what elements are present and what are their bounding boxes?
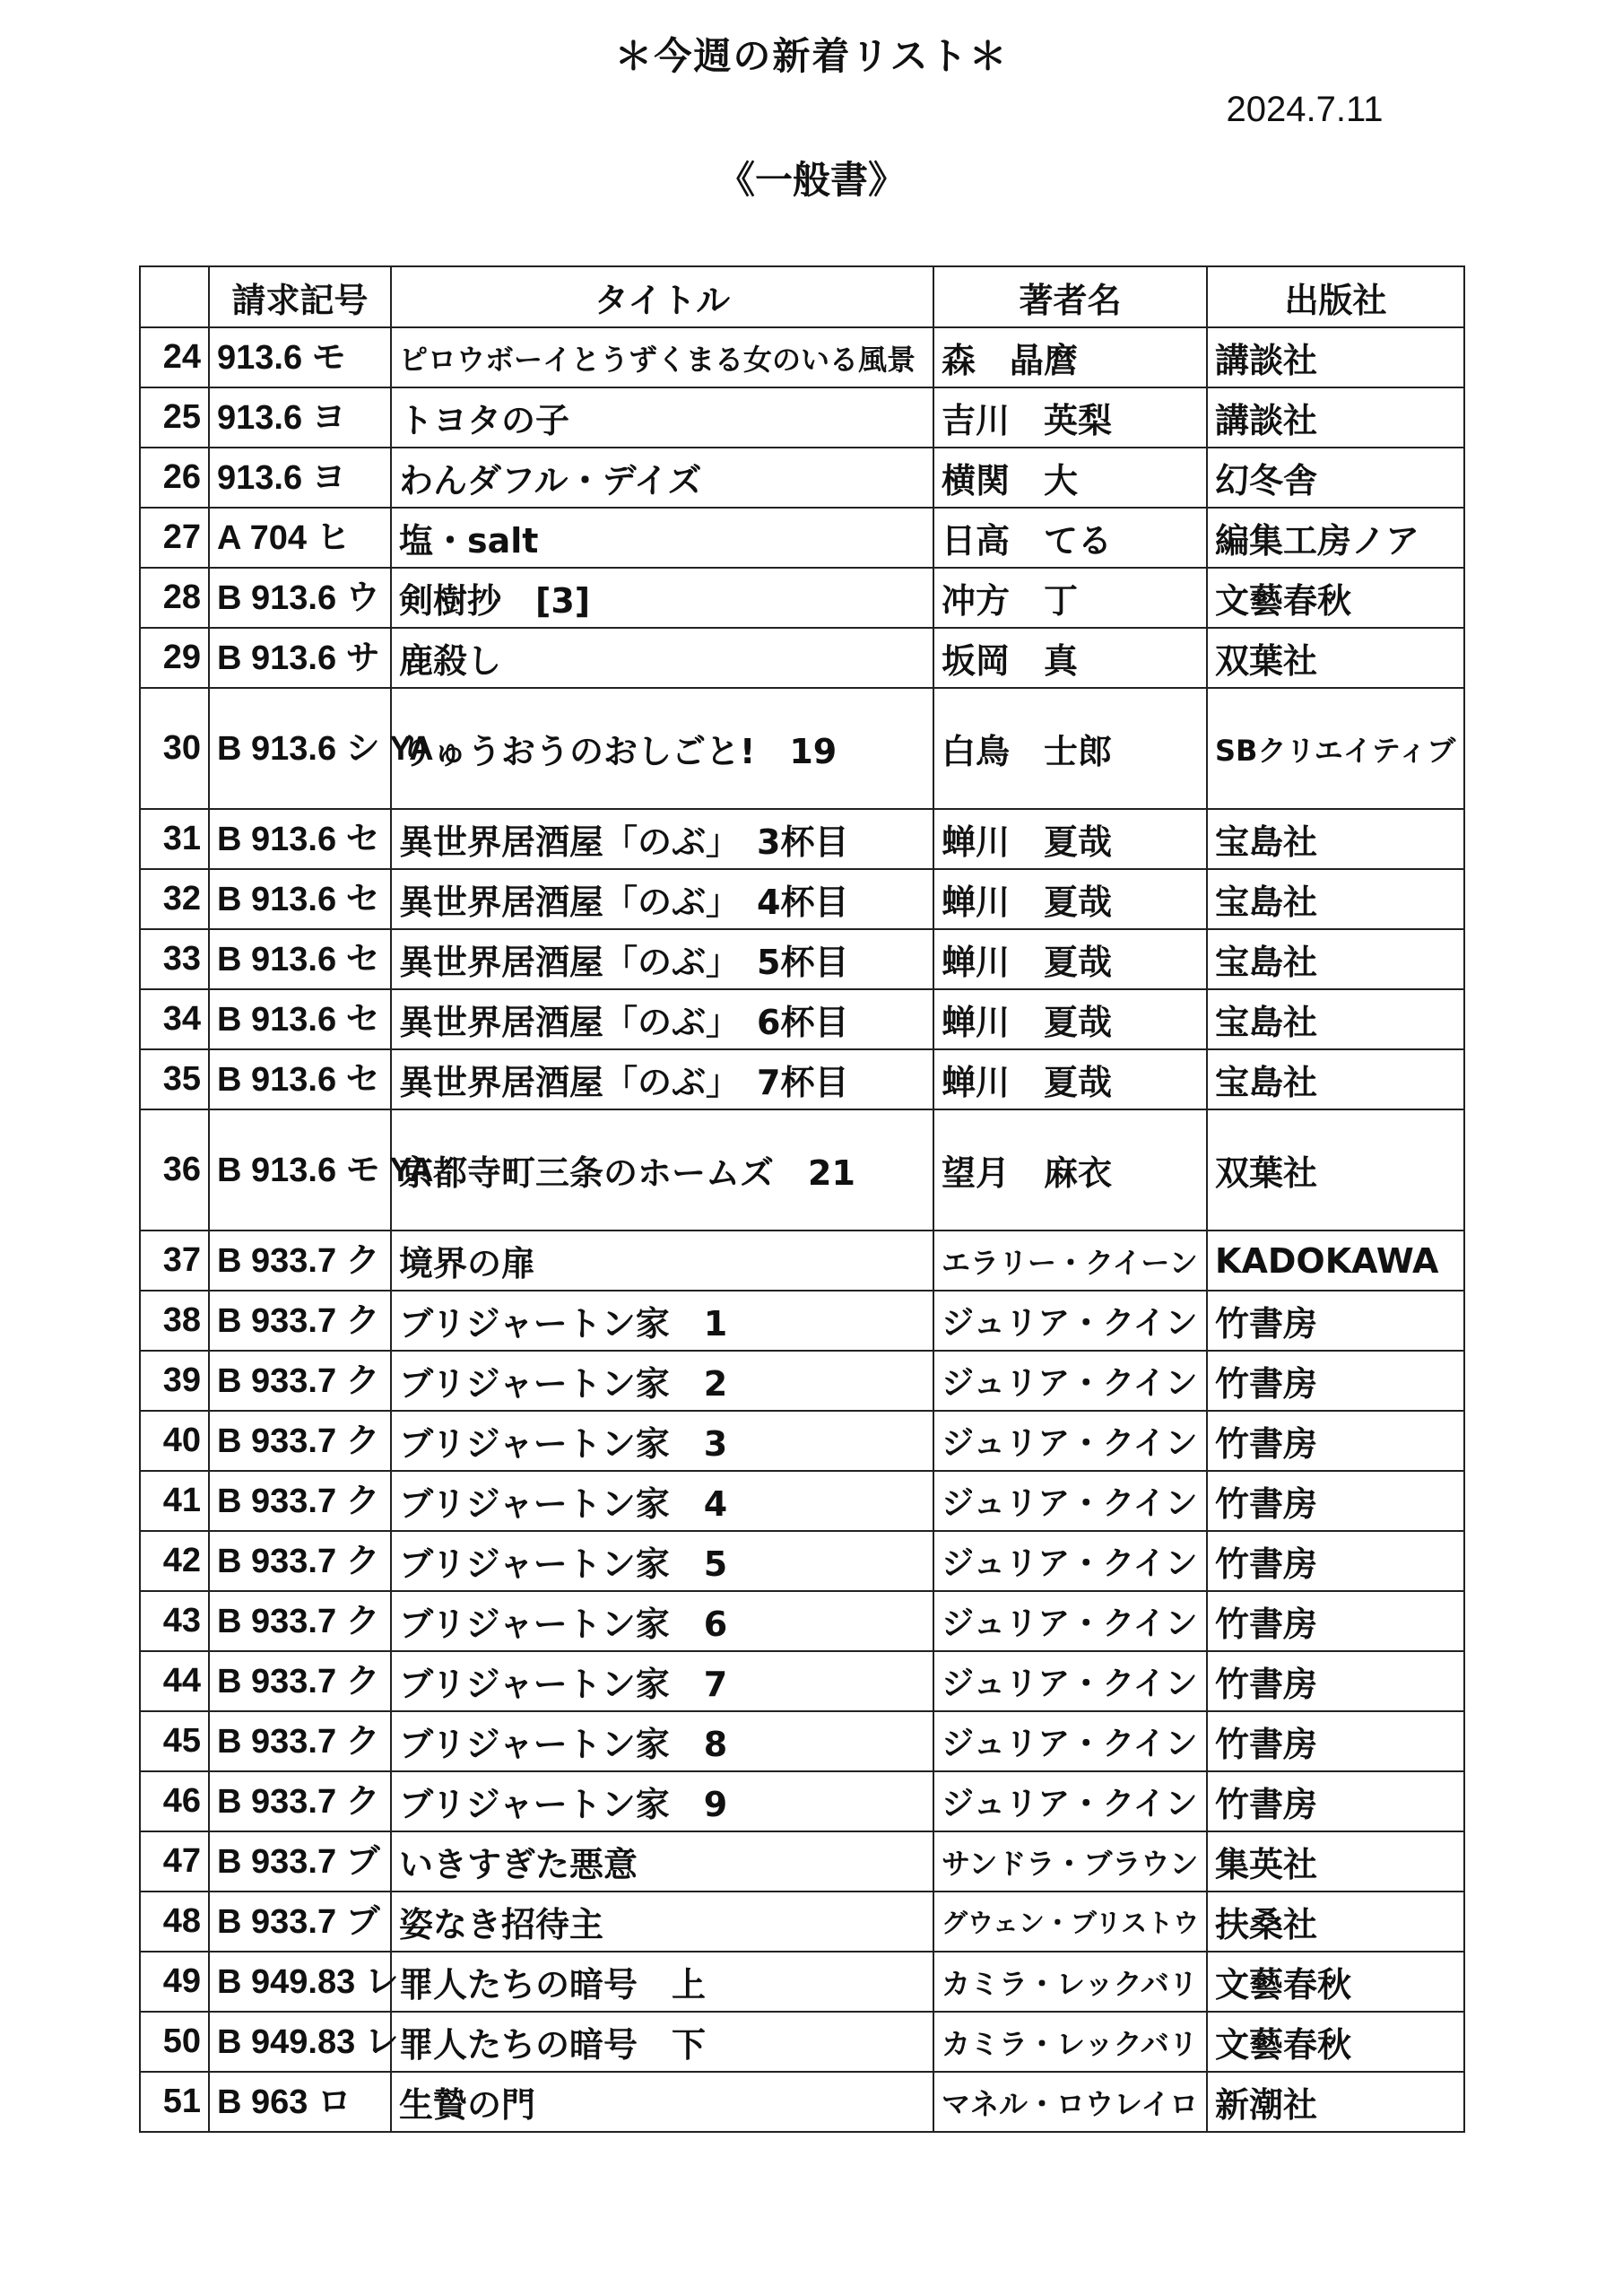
author-cell: ジュリア・クイン xyxy=(933,1351,1207,1411)
row-number: 32 xyxy=(140,869,209,929)
call-number-cell: B 949.83 レ xyxy=(209,1952,391,2012)
call-number-cell: 913.6 ヨ xyxy=(209,387,391,448)
row-number: 45 xyxy=(140,1711,209,1771)
table-row xyxy=(140,327,1464,387)
table-row xyxy=(140,929,1464,989)
author-cell: 横関 大 xyxy=(933,448,1207,508)
call-number-cell: B 913.6 セ xyxy=(209,989,391,1049)
author-cell: 白鳥 士郎 xyxy=(933,688,1207,809)
new-arrivals-table xyxy=(139,265,1465,2133)
publisher-cell: 双葉社 xyxy=(1207,1109,1464,1231)
author-cell: カミラ・レックバリ xyxy=(933,2012,1207,2072)
publisher-cell: 竹書房 xyxy=(1207,1291,1464,1351)
title-cell: ブリジャートン家 2 xyxy=(391,1351,933,1411)
title-cell: ブリジャートン家 6 xyxy=(391,1591,933,1651)
publisher-cell: 新潮社 xyxy=(1207,2072,1464,2132)
table-row xyxy=(140,628,1464,688)
author-cell: カミラ・レックバリ xyxy=(933,1952,1207,2012)
author-cell: ジュリア・クイン xyxy=(933,1651,1207,1711)
title-cell: 塩・salt xyxy=(391,508,933,568)
row-number: 44 xyxy=(140,1651,209,1711)
title-cell: 姿なき招待主 xyxy=(391,1892,933,1952)
publisher-cell: 宝島社 xyxy=(1207,989,1464,1049)
author-cell: ジュリア・クイン xyxy=(933,1411,1207,1471)
row-number: 46 xyxy=(140,1771,209,1831)
row-number: 35 xyxy=(140,1049,209,1109)
call-number-cell: B 933.7 ク xyxy=(209,1231,391,1291)
title-cell: ブリジャートン家 5 xyxy=(391,1531,933,1591)
author-cell: ジュリア・クイン xyxy=(933,1771,1207,1831)
call-number-cell: B 933.7 ク xyxy=(209,1351,391,1411)
title-cell: 異世界居酒屋「のぶ」 4杯目 xyxy=(391,869,933,929)
author-cell: グウェン・ブリストウ xyxy=(933,1892,1207,1952)
call-number-cell: B 913.6 セ xyxy=(209,929,391,989)
call-number-cell: B 933.7 ク xyxy=(209,1291,391,1351)
row-number: 51 xyxy=(140,2072,209,2132)
author-cell: 蝉川 夏哉 xyxy=(933,809,1207,869)
publisher-cell: 竹書房 xyxy=(1207,1531,1464,1591)
title-cell: 京都寺町三条のホームズ 21 xyxy=(391,1109,933,1231)
table-row xyxy=(140,1892,1464,1952)
author-cell: 蝉川 夏哉 xyxy=(933,869,1207,929)
table-row xyxy=(140,809,1464,869)
author-cell: マネル・ロウレイロ xyxy=(933,2072,1207,2132)
row-number: 48 xyxy=(140,1892,209,1952)
call-number-cell: B 913.6 モ YA xyxy=(209,1109,391,1231)
table-row xyxy=(140,989,1464,1049)
call-number-cell: B 913.6 ウ xyxy=(209,568,391,628)
publisher-cell: 文藝春秋 xyxy=(1207,1952,1464,2012)
table-row xyxy=(140,688,1464,809)
row-number: 37 xyxy=(140,1231,209,1291)
call-number-cell: B 933.7 ク xyxy=(209,1771,391,1831)
author-cell: 蝉川 夏哉 xyxy=(933,989,1207,1049)
title-cell: 罪人たちの暗号 上 xyxy=(391,1952,933,2012)
column-header-call-number: 請求記号 xyxy=(209,266,391,327)
author-cell: 坂岡 真 xyxy=(933,628,1207,688)
call-number-cell: B 933.7 ク xyxy=(209,1591,391,1651)
table-row xyxy=(140,1351,1464,1411)
publisher-cell: 竹書房 xyxy=(1207,1471,1464,1531)
table-row xyxy=(140,2012,1464,2072)
call-number-cell: B 933.7 ク xyxy=(209,1651,391,1711)
title-cell: 罪人たちの暗号 下 xyxy=(391,2012,933,2072)
title-cell: いきすぎた悪意 xyxy=(391,1831,933,1892)
author-cell: 蝉川 夏哉 xyxy=(933,929,1207,989)
title-cell: ブリジャートン家 7 xyxy=(391,1651,933,1711)
author-cell: ジュリア・クイン xyxy=(933,1471,1207,1531)
column-header-author: 著者名 xyxy=(933,266,1207,327)
publisher-cell: 竹書房 xyxy=(1207,1711,1464,1771)
publisher-cell: 講談社 xyxy=(1207,387,1464,448)
author-cell: ジュリア・クイン xyxy=(933,1711,1207,1771)
publisher-cell: 文藝春秋 xyxy=(1207,2012,1464,2072)
table-row xyxy=(140,568,1464,628)
publisher-cell: 扶桑社 xyxy=(1207,1892,1464,1952)
row-number: 29 xyxy=(140,628,209,688)
title-cell: ピロウボーイとうずくまる女のいる風景 xyxy=(391,327,933,387)
title-cell: わんダフル・デイズ xyxy=(391,448,933,508)
row-number: 25 xyxy=(140,387,209,448)
table-row xyxy=(140,1411,1464,1471)
publisher-cell: 講談社 xyxy=(1207,327,1464,387)
author-cell: ジュリア・クイン xyxy=(933,1291,1207,1351)
table-row xyxy=(140,2072,1464,2132)
call-number-cell: 913.6 モ xyxy=(209,327,391,387)
call-number-cell: B 913.6 サ xyxy=(209,628,391,688)
table-row xyxy=(140,1771,1464,1831)
row-number: 38 xyxy=(140,1291,209,1351)
call-number-cell: B 933.7 ブ xyxy=(209,1892,391,1952)
author-cell: サンドラ・ブラウン xyxy=(933,1831,1207,1892)
publisher-cell: 竹書房 xyxy=(1207,1771,1464,1831)
section-heading: 《一般書》 xyxy=(716,158,906,202)
title-cell: ブリジャートン家 1 xyxy=(391,1291,933,1351)
call-number-cell: 913.6 ヨ xyxy=(209,448,391,508)
publisher-cell: 双葉社 xyxy=(1207,628,1464,688)
table-row xyxy=(140,1651,1464,1711)
row-number: 43 xyxy=(140,1591,209,1651)
row-number: 36 xyxy=(140,1109,209,1231)
call-number-cell: B 913.6 セ xyxy=(209,869,391,929)
table-row xyxy=(140,1831,1464,1892)
table-row xyxy=(140,1471,1464,1531)
author-cell: エラリー・クイーン xyxy=(933,1231,1207,1291)
table-body xyxy=(140,327,1464,2132)
call-number-cell: B 913.6 シ YA xyxy=(209,688,391,809)
author-cell: 蝉川 夏哉 xyxy=(933,1049,1207,1109)
table-row xyxy=(140,387,1464,448)
publisher-cell: 竹書房 xyxy=(1207,1411,1464,1471)
row-number: 31 xyxy=(140,809,209,869)
publisher-cell: 竹書房 xyxy=(1207,1651,1464,1711)
call-number-cell: B 949.83 レ xyxy=(209,2012,391,2072)
publisher-cell: 幻冬舎 xyxy=(1207,448,1464,508)
column-header-number xyxy=(140,266,209,327)
title-cell: ブリジャートン家 9 xyxy=(391,1771,933,1831)
table-row xyxy=(140,1711,1464,1771)
row-number: 47 xyxy=(140,1831,209,1892)
call-number-cell: B 933.7 ク xyxy=(209,1471,391,1531)
page-title: ＊今週の新着リスト＊ xyxy=(614,34,1009,78)
title-cell: 異世界居酒屋「のぶ」 7杯目 xyxy=(391,1049,933,1109)
row-number: 42 xyxy=(140,1531,209,1591)
row-number: 24 xyxy=(140,327,209,387)
column-header-title: タイトル xyxy=(391,266,933,327)
title-cell: 異世界居酒屋「のぶ」 6杯目 xyxy=(391,989,933,1049)
title-cell: ブリジャートン家 4 xyxy=(391,1471,933,1531)
author-cell: ジュリア・クイン xyxy=(933,1591,1207,1651)
call-number-cell: B 913.6 セ xyxy=(209,1049,391,1109)
publisher-cell: 竹書房 xyxy=(1207,1591,1464,1651)
title-cell: 異世界居酒屋「のぶ」 5杯目 xyxy=(391,929,933,989)
call-number-cell: A 704 ヒ xyxy=(209,508,391,568)
call-number-cell: B 933.7 ク xyxy=(209,1711,391,1771)
title-cell: トヨタの子 xyxy=(391,387,933,448)
table-row xyxy=(140,1531,1464,1591)
publisher-cell: 宝島社 xyxy=(1207,1049,1464,1109)
call-number-cell: B 933.7 ク xyxy=(209,1411,391,1471)
row-number: 50 xyxy=(140,2012,209,2072)
publisher-cell: 文藝春秋 xyxy=(1207,568,1464,628)
title-cell: 剣樹抄 [3] xyxy=(391,568,933,628)
publisher-cell: 宝島社 xyxy=(1207,929,1464,989)
row-number: 39 xyxy=(140,1351,209,1411)
call-number-cell: B 913.6 セ xyxy=(209,809,391,869)
author-cell: 冲方 丁 xyxy=(933,568,1207,628)
table-row xyxy=(140,869,1464,929)
publisher-cell: 編集工房ノア xyxy=(1207,508,1464,568)
row-number: 49 xyxy=(140,1952,209,2012)
row-number: 28 xyxy=(140,568,209,628)
call-number-cell: B 933.7 ク xyxy=(209,1531,391,1591)
call-number-cell: B 933.7 ブ xyxy=(209,1831,391,1892)
publisher-cell: 宝島社 xyxy=(1207,809,1464,869)
publisher-cell: 宝島社 xyxy=(1207,869,1464,929)
author-cell: 日高 てる xyxy=(933,508,1207,568)
table-row xyxy=(140,508,1464,568)
row-number: 33 xyxy=(140,929,209,989)
row-number: 40 xyxy=(140,1411,209,1471)
table-row xyxy=(140,1049,1464,1109)
table-header-row xyxy=(140,266,1464,327)
author-cell: 森 晶麿 xyxy=(933,327,1207,387)
column-header-publisher: 出版社 xyxy=(1207,266,1464,327)
title-cell: 生贄の門 xyxy=(391,2072,933,2132)
title-cell: ブリジャートン家 8 xyxy=(391,1711,933,1771)
author-cell: 吉川 英梨 xyxy=(933,387,1207,448)
list-date: 2024.7.11 xyxy=(1226,90,1384,129)
table-row xyxy=(140,1231,1464,1291)
title-cell: 異世界居酒屋「のぶ」 3杯目 xyxy=(391,809,933,869)
author-cell: 望月 麻衣 xyxy=(933,1109,1207,1231)
title-cell: 鹿殺し xyxy=(391,628,933,688)
title-cell: 境界の扉 xyxy=(391,1231,933,1291)
publisher-cell: 竹書房 xyxy=(1207,1351,1464,1411)
table-row xyxy=(140,448,1464,508)
table-row xyxy=(140,1291,1464,1351)
table-row xyxy=(140,1952,1464,2012)
publisher-cell: KADOKAWA xyxy=(1207,1231,1464,1291)
title-cell: ブリジャートン家 3 xyxy=(391,1411,933,1471)
row-number: 41 xyxy=(140,1471,209,1531)
row-number: 34 xyxy=(140,989,209,1049)
table-row xyxy=(140,1591,1464,1651)
row-number: 30 xyxy=(140,688,209,809)
call-number-cell: B 963 ロ xyxy=(209,2072,391,2132)
publisher-cell: SBクリエイティブ xyxy=(1207,688,1464,809)
table-row xyxy=(140,1109,1464,1231)
row-number: 26 xyxy=(140,448,209,508)
title-cell: りゅうおうのおしごと! 19 xyxy=(391,688,933,809)
publisher-cell: 集英社 xyxy=(1207,1831,1464,1892)
author-cell: ジュリア・クイン xyxy=(933,1531,1207,1591)
row-number: 27 xyxy=(140,508,209,568)
